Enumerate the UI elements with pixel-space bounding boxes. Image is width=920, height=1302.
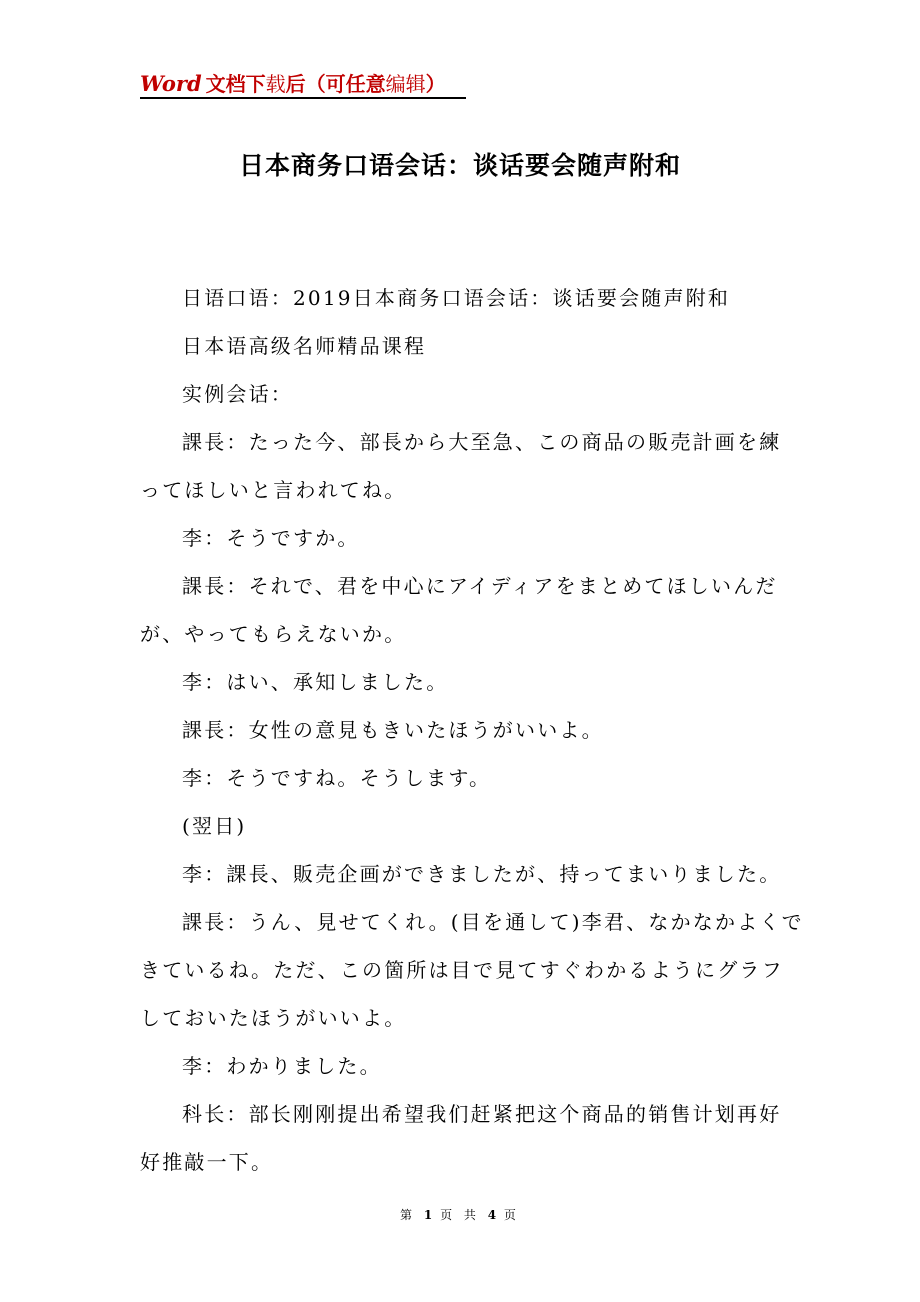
footer-middle: 页 共 [440, 1208, 480, 1222]
paragraph-line: きているね。ただ、この箇所は目で見てすぐわかるようにグラフ [140, 958, 784, 982]
paragraph-line: 課長：女性の意見もきいたほうがいいよ。 [182, 718, 604, 742]
header-text-1: 文档下 [205, 72, 266, 96]
header-text-4: 编辑 [385, 72, 426, 96]
footer-prefix: 第 [400, 1208, 417, 1222]
header-word: Word [140, 71, 202, 96]
paragraph-line: 日本语高级名师精品课程 [182, 334, 427, 358]
page-title: 日本商务口语会话：谈话要会随声附和 [238, 151, 681, 180]
footer-total-pages: 4 [487, 1208, 497, 1222]
paragraph-line: 課長：うん、見せてくれ。(目を通して)李君、なかなかよくで [182, 910, 804, 934]
footer-page-number: 1 [423, 1208, 433, 1222]
header-text-5: ） [425, 72, 446, 96]
paragraph-line: 李：わかりました。 [182, 1054, 382, 1078]
paragraph-line: ってほしいと言われてね。 [140, 478, 407, 502]
paragraph-line: 李：はい、承知しました。 [182, 670, 449, 694]
paragraph-line: 好推敲一下。 [140, 1150, 274, 1174]
paragraph-line: 实例会话： [182, 382, 293, 406]
paragraph-line: 課長：それで、君を中心にアイディアをまとめてほしいんだ [182, 574, 778, 598]
paragraph-line: 日语口语：2019日本商务口语会话：谈话要会随声附和 [182, 286, 731, 310]
paragraph-line: が、やってもらえないか。 [140, 622, 407, 646]
paragraph-line: 李：そうですか。 [182, 526, 360, 550]
paragraph-line: 李：課長、販売企画ができましたが、持ってまいりました。 [182, 862, 782, 886]
paragraph-line: (翌日) [182, 814, 247, 838]
header-text-2: 载 [265, 72, 286, 96]
footer-suffix: 页 [503, 1208, 520, 1222]
paragraph-line: 李：そうですね。そうします。 [182, 766, 492, 790]
paragraph-line: 科长：部长刚刚提出希望我们赶紧把这个商品的销售计划再好 [182, 1102, 782, 1126]
document-header [140, 68, 450, 98]
page-footer [0, 1206, 920, 1223]
paragraph-line: しておいたほうがいいよ。 [140, 1006, 407, 1030]
paragraph-line: 課長：たった今、部長から大至急、この商品の販売計画を練 [182, 430, 782, 454]
header-text-3: 后（可任意 [285, 72, 386, 96]
header-underline [140, 97, 466, 99]
